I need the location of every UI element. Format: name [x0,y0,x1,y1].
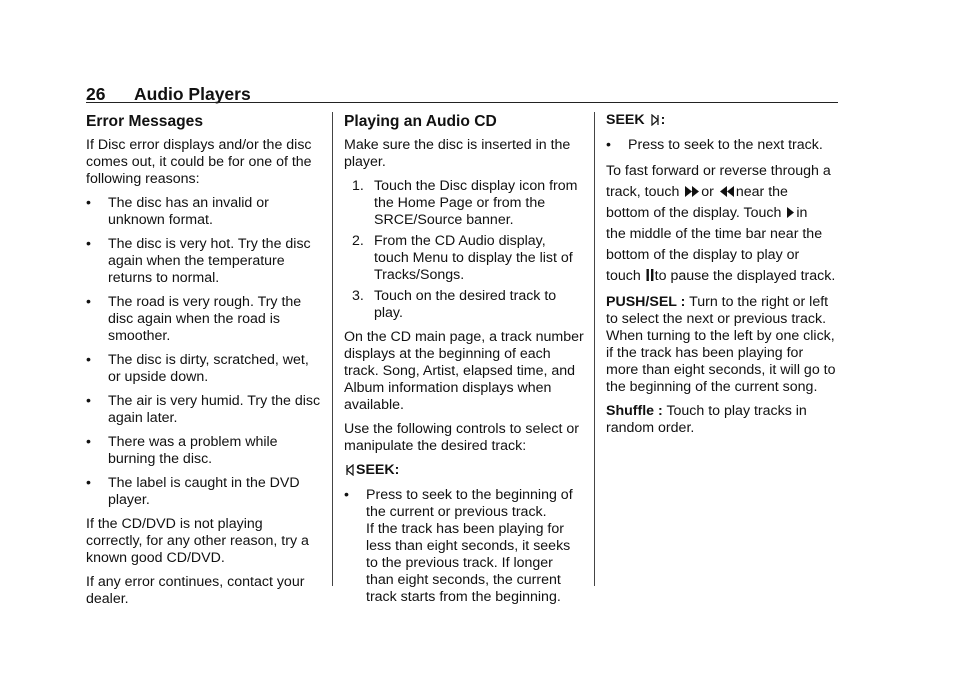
bullet-marker: • [344,487,349,503]
ff-text: or [701,184,714,200]
bullet-marker: • [86,294,91,310]
controls-intro-paragraph: Use the following controls to select or manipulate the desired track: [344,421,579,454]
ff-text: to pause the displayed track. [654,268,836,284]
pause-icon [646,268,654,282]
not-playing-paragraph: If the CD/DVD is not playing correctly, for any other reason, try a known good CD/DVD. [86,516,309,566]
seek-forward-colon: : [660,112,666,128]
page-header [86,84,838,104]
bullet-text: Press to seek to the next track. [628,137,823,153]
shuffle-text: Touch to play tracks in random order. [606,403,807,436]
error-messages-heading: Error Messages [86,113,204,130]
cd-main-page-paragraph: On the CD main page, a track number displays at the beginning of each track. Song, Artist, elapsed time, and Album information displays when available. [344,329,584,413]
header-rule [86,102,838,103]
seek-back-detail: If the track has been playing for less than eight seconds, it seeks to the previous track. If longer than eight seconds, the current track starts from the beginning. [366,521,571,605]
bullet-text: The label is caught in the DVD player. [108,475,300,508]
list-item [86,352,322,386]
list-item [606,137,838,154]
list-item [344,487,584,521]
bullet-text: The disc is very hot. Try the disc again when the temperature returns to normal. [108,236,311,286]
rewind-icon [719,185,735,198]
bullet-marker: • [606,137,611,153]
list-item [86,236,322,287]
bullet-marker: • [86,352,91,368]
ff-line: To fast forward or reverse through a [606,163,831,179]
seek-forward-icon [650,114,660,126]
list-item [344,178,584,229]
seek-forward-control [606,112,838,129]
ff-text: in [796,205,808,221]
bullet-marker: • [86,195,91,211]
bullet-text: Press to seek to the beginning of the current or previous track. [366,487,573,520]
bullet-marker: • [86,475,91,491]
list-item [344,288,584,322]
push-sel-paragraph [606,294,838,396]
column-divider [594,112,595,586]
shuffle-paragraph [606,403,838,437]
page-number: 26 [86,84,106,104]
bullet-text: The road is very rough. Try the disc again when the road is smoother. [108,294,302,344]
step-number: 2. [352,233,364,249]
bullet-text: The air is very humid. Try the disc again later. [108,393,321,426]
ff-text: the middle of the time bar near the bottom of the display to play or [606,226,823,263]
list-item [86,475,322,509]
bullet-text: There was a problem while burning the disc. [108,434,278,467]
bullet-marker: • [86,434,91,450]
step-text: Touch the Disc display icon from the Home Page or from the SRCE/Source banner. [374,178,578,228]
seek-back-label: SEEK: [356,462,400,478]
push-sel-label: PUSH/SEL : [606,294,686,310]
insert-disc-paragraph: Make sure the disc is inserted in the player. [344,137,571,170]
fast-forward-paragraph [606,161,838,287]
list-item [86,393,322,427]
ff-text: near the [735,184,788,200]
ff-text: bottom of the display. Touch [606,205,782,221]
fast-forward-icon [684,185,700,198]
column-playing-audio-cd [344,112,584,606]
list-item [86,294,322,345]
error-intro: If Disc error displays and/or the disc comes out, it could be for one of the following reasons: [86,137,312,187]
bullet-text: The disc is dirty, scratched, wet, or upside down. [108,352,309,385]
play-icon [786,206,795,219]
bullet-marker: • [86,236,91,252]
seek-back-icon [345,464,355,476]
column-error-messages [86,112,322,615]
list-item [344,233,584,284]
step-text: Touch on the desired track to play. [374,288,557,321]
step-number: 3. [352,288,364,304]
playing-cd-heading: Playing an Audio CD [344,113,497,130]
ff-text: touch [606,268,641,284]
column-divider [332,112,333,586]
seek-back-control [344,462,584,479]
list-item [86,434,322,468]
bullet-marker: • [86,393,91,409]
shuffle-label: Shuffle : [606,403,663,419]
bullet-text: The disc has an invalid or unknown format. [108,195,269,228]
push-sel-text: Turn to the right or left to select the next or previous track. When turning to the left by one click, if the track has been playing for more than eight seconds, it will go to the beginning of the current song. [606,294,836,395]
seek-forward-label: SEEK [606,112,645,128]
contact-dealer-paragraph: If any error continues, contact your dealer. [86,574,305,607]
list-item [86,195,322,229]
ff-text: track, touch [606,184,680,200]
column-controls [606,112,838,444]
section-title: Audio Players [134,84,251,104]
step-number: 1. [352,178,364,194]
step-text: From the CD Audio display, touch Menu to display the list of Tracks/Songs. [374,233,573,283]
